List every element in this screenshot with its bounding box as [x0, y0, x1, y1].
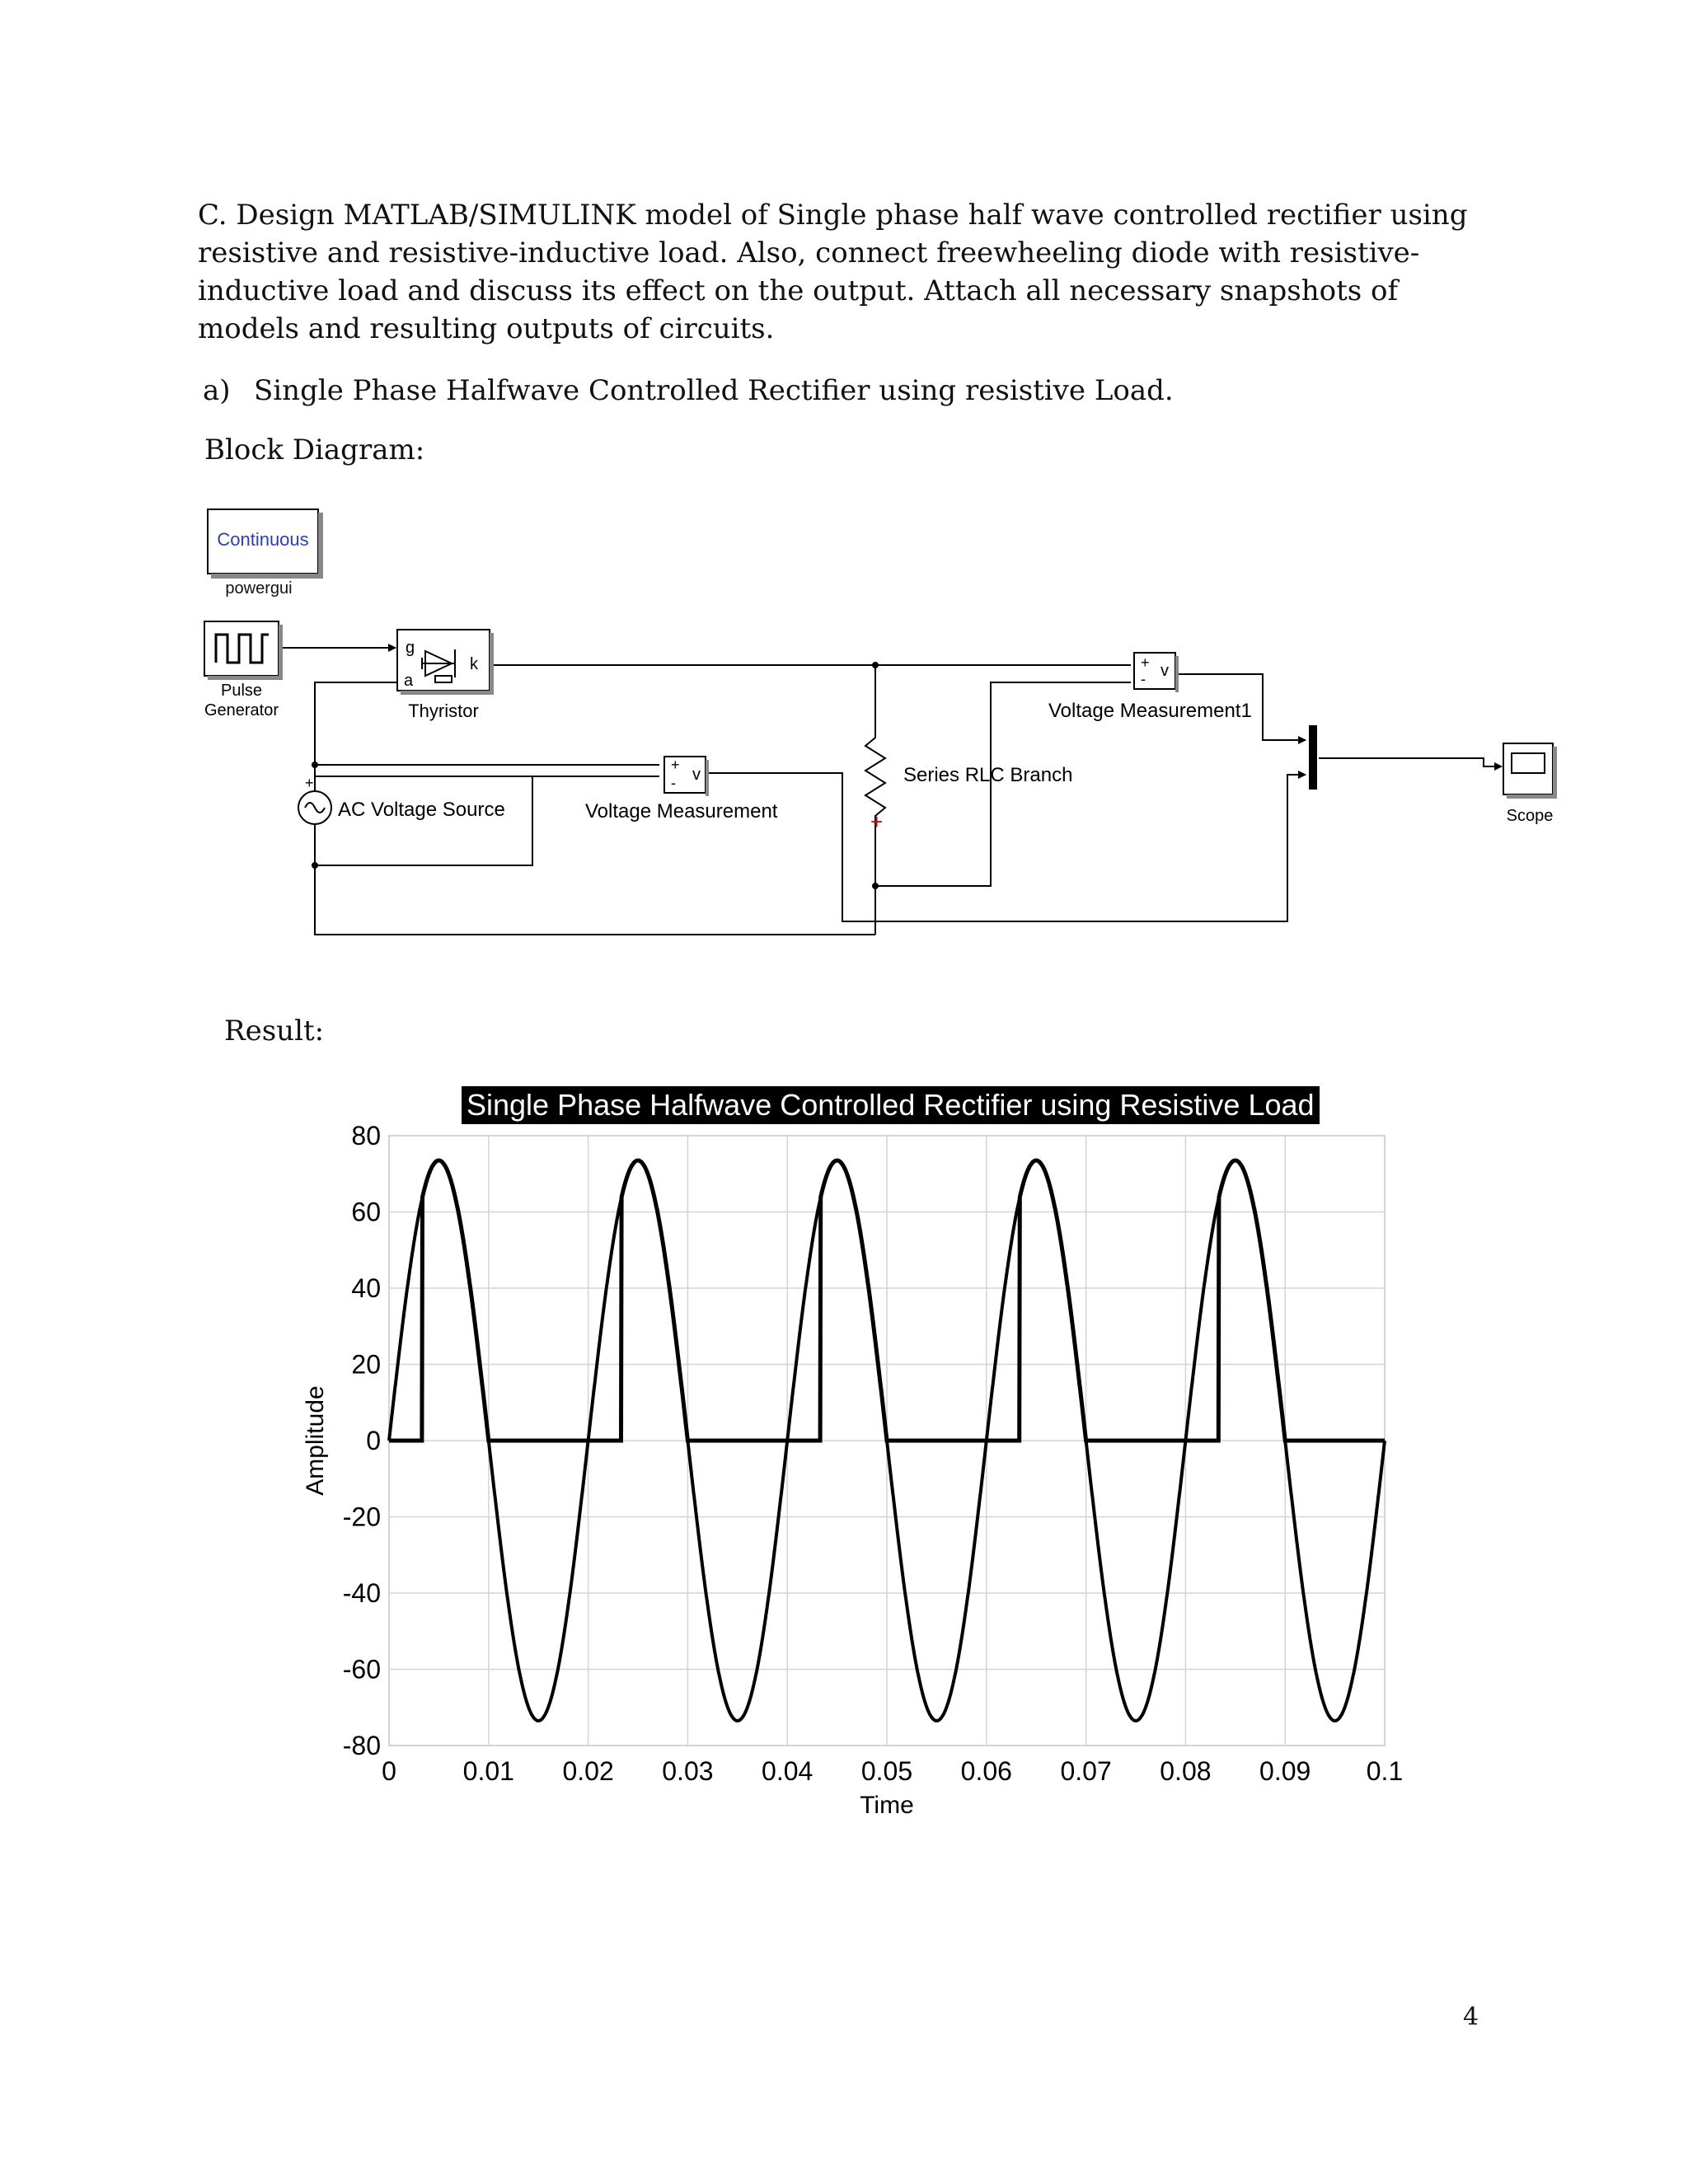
powergui-block[interactable] [208, 509, 323, 598]
scope-label: Scope [1506, 807, 1554, 825]
vm-v: v [692, 766, 701, 784]
voltage-measurement-block[interactable] [585, 757, 778, 823]
block-diagram-heading: Block Diagram: [204, 434, 425, 466]
ac-source-label: AC Voltage Source [338, 799, 505, 821]
x-axis-label: Time [860, 1792, 914, 1819]
item-a-text: Single Phase Halfwave Controlled Rectifier using resistive Load. [254, 374, 1174, 407]
simulink-block-diagram [195, 486, 1579, 948]
vm-plus: + [671, 757, 680, 773]
x-tick-label: 0.08 [1160, 1756, 1212, 1786]
vm1-v: v [1160, 662, 1169, 680]
page-number: 4 [1463, 2003, 1479, 2032]
y-tick-label: -60 [342, 1654, 381, 1685]
y-tick-label: 0 [366, 1426, 381, 1455]
rlc-label: Series RLC Branch [903, 764, 1073, 786]
x-tick-label: 0.05 [860, 1756, 913, 1786]
y-tick-label: -20 [342, 1502, 381, 1532]
x-tick-label: 0 [382, 1756, 396, 1786]
vm1-plus: + [1141, 654, 1150, 671]
x-tick-label: 0.07 [1060, 1756, 1112, 1786]
series-rlc-branch-block[interactable] [865, 725, 1072, 834]
thyristor-port-k: k [470, 655, 478, 673]
x-tick-label: 0.06 [960, 1756, 1012, 1786]
voltage-measurement1-label: Voltage Measurement1 [1048, 700, 1252, 722]
source-plus: + [305, 775, 314, 791]
pulse-generator-block[interactable] [204, 621, 283, 719]
junction-dot [312, 862, 318, 869]
scope-screen-icon [1512, 753, 1545, 773]
thyristor-block[interactable] [397, 630, 494, 721]
junction-dot [872, 883, 879, 889]
y-tick-label: 60 [351, 1197, 381, 1227]
thyristor-port-g: g [406, 639, 415, 657]
powergui-mode-text: Continuous [217, 529, 309, 550]
mux-block[interactable] [1309, 725, 1317, 790]
x-tick-label: 0.1 [1366, 1756, 1404, 1786]
item-a-marker: a) [203, 374, 231, 407]
y-tick-label: -80 [342, 1731, 381, 1760]
x-tick-label: 0.02 [562, 1756, 614, 1786]
wire-anode [315, 682, 397, 775]
x-tick-label: 0.03 [662, 1756, 714, 1786]
chart-title: Single Phase Halfwave Controlled Rectifier using Resistive Load [462, 1086, 1320, 1124]
y-tick-label: 80 [351, 1121, 381, 1151]
thyristor-port-a: a [404, 672, 414, 690]
wire-bottom-loop [315, 841, 875, 935]
y-axis-label: Amplitude [302, 1385, 329, 1496]
y-tick-label: 20 [351, 1349, 381, 1380]
rlc-plus: + [870, 809, 884, 834]
y-tick-label: 40 [351, 1273, 381, 1303]
powergui-label: powergui [225, 579, 293, 598]
vm1-minus: - [1141, 671, 1146, 687]
result-heading: Result: [224, 1015, 325, 1047]
vm-minus: - [671, 775, 676, 791]
output-chart [288, 1080, 1418, 1838]
item-a [203, 374, 1174, 407]
pulse-label-1: Pulse [220, 682, 263, 700]
x-tick-label: 0.04 [762, 1756, 814, 1786]
x-tick-label: 0.09 [1259, 1756, 1311, 1786]
voltage-measurement-label: Voltage Measurement [585, 800, 778, 823]
y-tick-label: -40 [342, 1578, 381, 1608]
junction-dot [872, 662, 879, 668]
junction-dot [312, 762, 318, 768]
wire-mux-scope [1319, 758, 1502, 766]
wire-vm-return [315, 776, 532, 865]
pulse-label-2: Generator [204, 701, 279, 719]
ac-voltage-source-block[interactable] [298, 775, 505, 841]
x-tick-label: 0.01 [462, 1756, 514, 1786]
question-text: C. Design MATLAB/SIMULINK model of Single phase half wave controlled rectifier using resistive and resistive-inductive load. Also, connect freewheeling diode with resistive-inductive load and discuss its effect on the output. Attach all necessary snapshots of models and resulting outputs of circuits. [198, 199, 1468, 345]
scope-block[interactable] [1503, 743, 1557, 825]
thyristor-label: Thyristor [408, 701, 479, 721]
voltage-measurement1-block[interactable] [1048, 653, 1252, 722]
wire-vm-mux [709, 773, 1306, 921]
